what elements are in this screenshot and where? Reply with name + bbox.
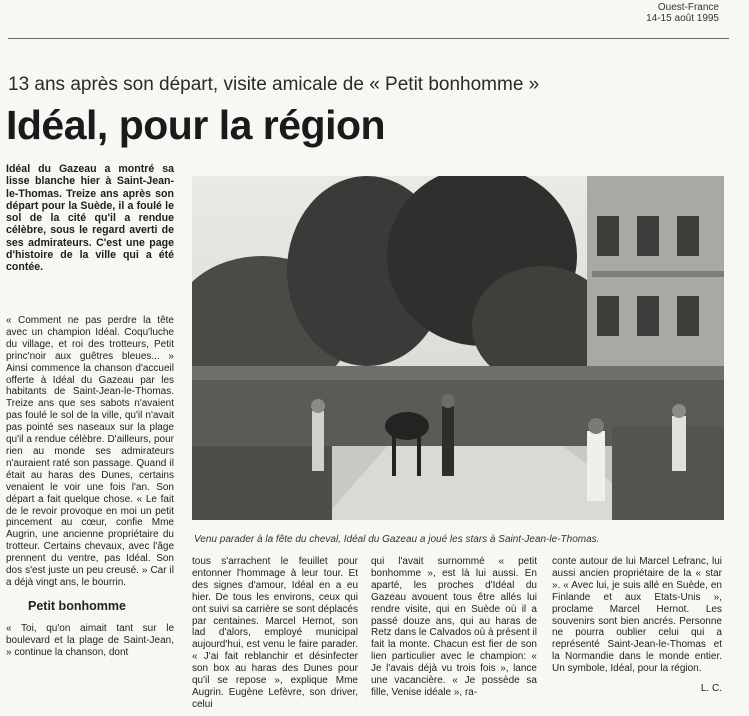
event-photo bbox=[192, 176, 724, 520]
column-1-continuation: « Toi, qu'on aimait tant sur le boulevard et la plage de Saint-Jean, » continue la chanson, dont bbox=[6, 622, 174, 658]
source-name: Ouest-France bbox=[657, 2, 719, 13]
article-column-3 bbox=[371, 556, 537, 699]
column-4-text: conte autour de lui Marcel Lefranc, lui aussi ancien propriétaire de la « star ». « Avec lui, je suis allé en Suède, en Finlande et aux Etats-Unis », proclame Marcel Hernot. Les souvenirs sont bien ancrés. Personne ne pourra oublier celui qui a représenté Saint-Jean-le-Thomas et la Normandie dans le monde entier. Un symbole, Idéal, pour la région. bbox=[552, 556, 722, 675]
source-info bbox=[646, 2, 719, 24]
photo-caption: Venu parader à la fête du cheval, Idéal du Gazeau a joué les stars à Saint-Jean-le-Thomas. bbox=[194, 534, 600, 545]
article-column-2 bbox=[192, 556, 358, 711]
headline: Idéal, pour la région bbox=[6, 102, 386, 148]
top-rule bbox=[8, 38, 729, 39]
article-column-4 bbox=[552, 556, 722, 695]
lede-paragraph: Idéal du Gazeau a montré sa lisse blanche hier à Saint-Jean-le-Thomas. Treize ans après son départ pour la Suède, il a foulé le sol de la cité qu'il a rendue célèbre, sous le regard averti de ses admirateurs. C'est une page d'histoire de la ville qui a été contée. bbox=[6, 163, 174, 274]
column-2-text: tous s'arrachent le feuillet pour entonner l'hommage à leur tour. Et des signes d'amour, Idéal en a eu hier. De tous les environs, ceux qui ont suivi sa carrière se sont déplacés par centaines. Marcel Hernot, son lad d'alors, employé municipal aujourd'hui, est venu le faire parader. « J'ai fait reblanchir et désinfecter son box au haras des Dunes pour qu'il se repose », explique Mme Augrin. Eugène Lefèvre, son driver, celui bbox=[192, 556, 358, 710]
author-signature: L. C. bbox=[700, 683, 722, 695]
article-column-1 bbox=[6, 315, 174, 658]
column-3-text: qui l'avait surnommé « petit bonhomme », est là lui aussi. En aparté, les proches d'Idéal du Gazeau avouent tous être allés lui rendre visite, qui en Suède où il a passé douze ans, qui au haras de Retz dans le Calvados où à présent il fait la monte. Chacun est fier de son lien particulier avec le champion: « Je l'avais déjà vu trois fois », lance une vacancière. « Je possède sa fille, Venise idéale », ra- bbox=[371, 556, 537, 698]
subheading: Petit bonhomme bbox=[28, 598, 126, 613]
column-1-text: « Comment ne pas perdre la tête avec un champion Idéal. Coqu'luche du village, et roi des trotteurs, Petit princ'noir aux guêtres bleues... » Ainsi commence la chanson d'accueil offerte à Idéal du Gazeau par les habitants de Saint-Jean-le-Thomas. Treize ans que ses sabots n'avaient pas foulé le sol de la ville, qu'il n'avait pas pointé ses naseaux sur la plage qu'il a rendue célèbre. D'ailleurs, pour rien au monde ses admirateurs n'auraient raté son passage. Quand il était au haras des Dunes, certains venaient le voir une fois l'an. Son départ a fait quelque chose. « Le fait de le revoir provoque en moi un petit pincement au cœur, confie Mme Augrin, une ancienne propriétaire du trotteur. Certains chevaux, avec l'âge prennent du ventre, pas Idéal. Son dos s'est juste un peu creusé. » Car il a déjà vingt ans, le bourrin. bbox=[6, 315, 174, 588]
kicker: 13 ans après son départ, visite amicale de « Petit bonhomme » bbox=[8, 74, 540, 95]
source-date: 14-15 août 1995 bbox=[646, 13, 719, 24]
